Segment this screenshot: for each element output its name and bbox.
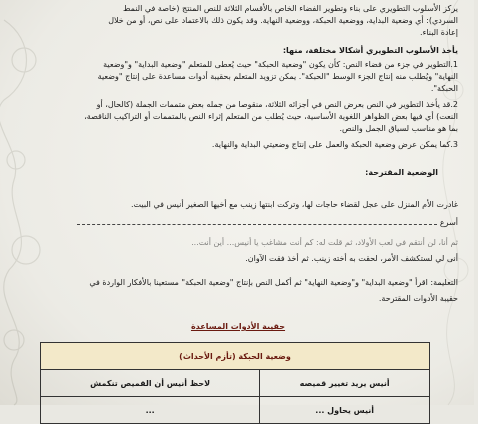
tools-table-header: وضعية الحبكة (تأزم الأحداث) <box>41 343 430 370</box>
intro-line-3: إعادة البناء. <box>420 28 458 37</box>
bag-line: حقيبة الأدوات المقترحة. <box>378 294 458 303</box>
table-cell: لاحظ أنيس أن القميص تنكمش <box>41 370 260 397</box>
table-cell: أنيس يريد تغيير قميصه <box>260 370 430 397</box>
situation-line-4: أنى لي لستكشف الأمر، لحقت به أخته زينب. ثم أخذ فقت الآوان. <box>245 254 458 263</box>
table-row <box>41 370 430 397</box>
proposed-title: الوضعية المقترحة: <box>365 168 438 177</box>
form-line-7: 3.كما يمكن عرض وضعية الحبكة والعمل على إنتاج وضعيتي البداية والنهاية. <box>211 140 458 149</box>
intro-line-1: يركز الأسلوب التطويري على بناء وتطوير الفضاء الخاص بالأقسام الثلاثة للنص المنتج (خاصة في النمط <box>123 4 458 13</box>
form-line-1: 1.التطوير في جزء من فضاء النص: كأن يكون "وضعية الحبكة" حيث يُعطى للمتعلم "وضعية البداية" و"وضعية <box>103 60 458 69</box>
situation-line-3: ثم أنا، لن أنتقم في لعب الأولاد، ثم قلت له: كم أنت مشاغب يا أنيس... أين أنت... <box>191 238 458 247</box>
tools-table <box>40 342 430 424</box>
forms-title: يأخذ الأسلوب التطويري أشكالا مختلفة، منها: <box>282 46 458 55</box>
form-line-2: النهاية" ويُطلب منه إنتاج الجزء الوسط "الحبكة". يمكن تزويد المتعلم بحقيبة أدوات مساعدة على إنتاج "وضعية <box>97 72 458 81</box>
form-line-3: الحبكة". <box>430 84 458 93</box>
blank-line-1 <box>77 224 437 225</box>
situation-line-2-end: أسرع <box>439 218 458 227</box>
form-line-4: 2.قد يأخذ التطوير في النص بعرض النص في أجزائه الثلاثة، منقوصا من جمله بعض متممات الجملة (كالحال، أو <box>96 100 458 109</box>
table-caption: حقيبة الأدوات المساعدة <box>190 322 286 331</box>
intro-line-2: السردي): أي وضعية البداية، ووضعية الحبكة، ووضعية النهاية. وقد يكون ذلك بالاعتماد على نص، أو من خلال <box>108 16 458 25</box>
table-cell: ... <box>41 397 260 424</box>
instruction: التعليمة: اقرأ "وضعية البداية" و"وضعية النهاية" ثم أكمل النص بإنتاج "وضعية الحبكة" مستعينا بالأفكار الواردة في <box>89 278 458 287</box>
form-line-6: بما هو مناسب لسياق الجمل والنص. <box>339 124 458 133</box>
table-row <box>41 397 430 424</box>
form-line-5: النعت) أي فيها بعض الظواهر اللغوية الأساسية، حيث يُطلب من المتعلم إثراء النص بالمتممات أو التراكيب الناقصة، <box>84 112 458 121</box>
table-cell: أنيس يحاول ... <box>260 397 430 424</box>
situation-line-2 <box>18 218 458 228</box>
situation-line-1: غادرت الأم المنزل على عجل لقضاء حاجات لها، وتركت ابنتها زينب مع أخيها الصغير أنيس في البيت. <box>131 200 458 209</box>
